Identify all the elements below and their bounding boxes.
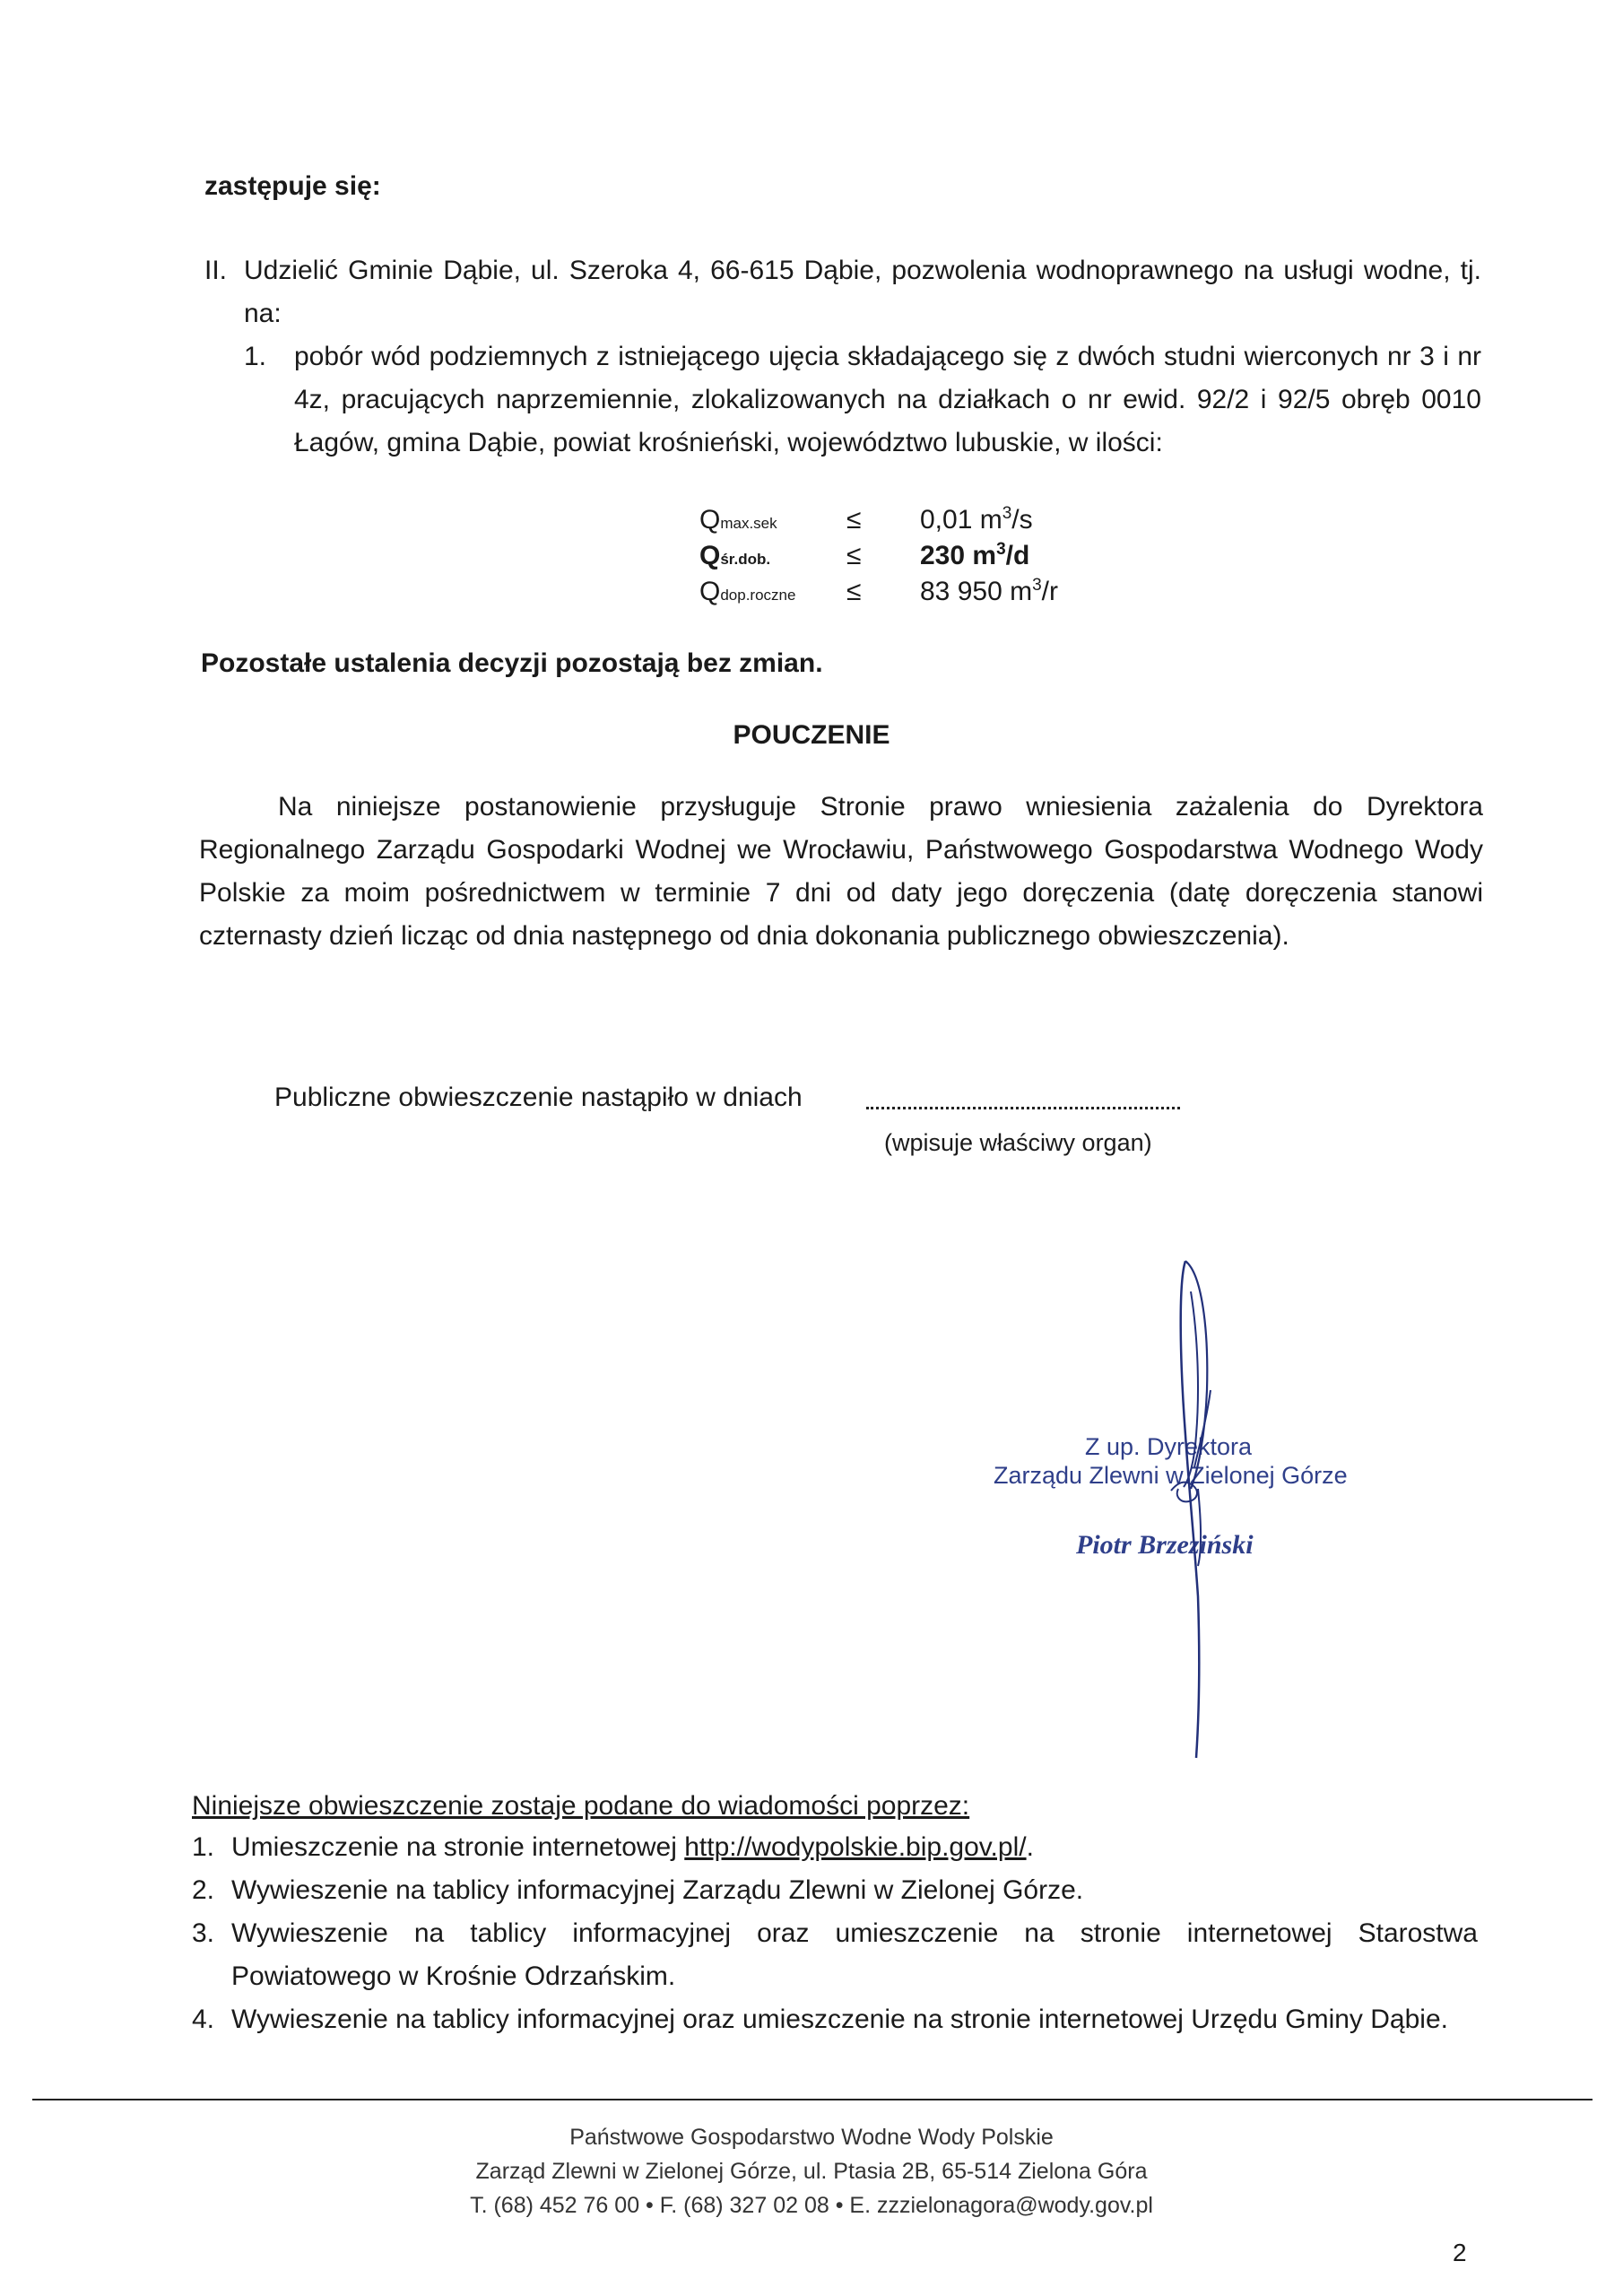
quantity-operator: ≤ [846,541,862,570]
quantity-operator: ≤ [846,577,862,606]
quantity-exponent: 3 [996,540,1006,559]
quantity-value-number: 230 m [920,541,997,570]
quantity-row [699,574,1327,610]
notice-item-number: 4. [192,2005,215,2034]
signature-stamp [986,1256,1417,1776]
quantity-row [699,538,1327,574]
heading: zastępuje się: [204,171,381,201]
stamp-line-1: Z up. Dyrektora [1085,1433,1253,1460]
pouczenie-text: Na niniejsze postanowienie przysługuje Stronie prawo wniesienia zażalenia do Dyrektora Regionalnego Zarządu Gospodarki Wodnej we Wrocławiu, Państwowego Gospodarstwa Wodnego Wody Polskie za moim pośrednictwem w terminie 7 dni od daty jego doręczenia (datę doręczenia stanowi czternasty dzień licząc od dnia następnego od dnia dokonania publicznego obwieszczenia). [199,792,1483,951]
quantity-exponent: 3 [1032,576,1042,595]
remaining-statement: Pozostałe ustalenia decyzji pozostają bez zmian. [201,648,823,678]
notice-item-period: . [1026,1832,1034,1862]
section-number: II. [204,256,228,285]
pouczenie-title: POUCZENIE [733,720,890,750]
quantity-symbol: Q [699,505,721,535]
quantity-label [699,574,795,613]
notice-item-number: 1. [192,1832,215,1862]
stamp-name: Piotr Brzeziński [1076,1530,1254,1560]
quantities-table [699,502,1327,610]
handwritten-signature [986,1256,1417,1776]
quantity-label [699,538,770,578]
quantity-unit: /r [1041,577,1058,606]
page-number: 2 [1453,2239,1467,2266]
publication-label: Publiczne obwieszczenie nastąpiło w dniach [274,1083,803,1112]
quantity-value [920,574,1058,610]
item-text: pobór wód podziemnych z istniejącego ujęcia składającego się z dwóch studni wierconych nr 3 i nr 4z, pracujących naprzemiennie, zlokalizowanych na działkach o nr ewid. 92/2 i 92/5 obręb 0010 Łagów, gmina Dąbie, powiat krośnieński, województwo lubuskie, w ilości: [294,342,1481,457]
stamp-line-2: Zarządu Zlewni w Zielonej Górze [994,1462,1348,1489]
notice-item-1 [231,1826,1034,1869]
footer-line-1: Państwowe Gospodarstwo Wodne Wody Polskie [569,2125,1054,2150]
quantity-unit: /d [1005,541,1030,570]
quantity-value [920,502,1033,538]
notice-item-4: Wywieszenie na tablicy informacyjnej oraz umieszczenie na stronie internetowej Urzędu Gminy Dąbie. [231,2005,1448,2034]
footer-line-3: T. (68) 452 76 00 • F. (68) 327 02 08 • E. zzzielonagora@wody.gov.pl [470,2193,1153,2218]
footer-line-2: Zarząd Zlewni w Zielonej Górze, ul. Ptasia 2B, 65-514 Zielona Góra [475,2159,1148,2184]
notice-item-2: Wywieszenie na tablicy informacyjnej Zarządu Zlewni w Zielonej Górze. [231,1875,1084,1905]
quantity-value-number: 0,01 m [920,505,1002,535]
publication-note: (wpisuje właściwy organ) [884,1129,1152,1156]
section-text: Udzielić Gminie Dąbie, ul. Szeroka 4, 66-615 Dąbie, pozwolenia wodnoprawnego na usługi wodne, tj. na: [244,256,1481,328]
quantity-operator: ≤ [846,505,862,535]
item-number: 1. [244,342,267,371]
quantity-subscript: śr.dob. [720,551,771,568]
quantity-symbol: Q [699,541,721,570]
quantity-value-number: 83 950 m [920,577,1033,606]
notice-item-text: Umieszczenie na stronie internetowej [231,1832,685,1862]
quantity-subscript: dop.roczne [720,587,796,604]
notice-title: Niniejsze obwieszczenie zostaje podane do wiadomości poprzez: [192,1791,970,1821]
quantity-unit: /s [1011,505,1033,535]
bip-link[interactable]: http://wodypolskie.bip.gov.pl/ [684,1832,1027,1862]
quantity-value [920,538,1029,574]
notice-item-number: 2. [192,1875,215,1905]
notice-item-3: Wywieszenie na tablicy informacyjnej oraz umieszczenie na stronie internetowej Starostwa Powiatowego w Krośnie Odrzańskim. [231,1918,1478,1991]
footer-divider [32,2099,1593,2100]
quantity-exponent: 3 [1002,504,1012,523]
notice-item-number: 3. [192,1918,215,1948]
quantity-label [699,502,777,542]
quantity-row [699,502,1327,538]
quantity-symbol: Q [699,577,721,606]
quantity-subscript: max.sek [720,515,777,532]
publication-date-blank [866,1105,1180,1109]
